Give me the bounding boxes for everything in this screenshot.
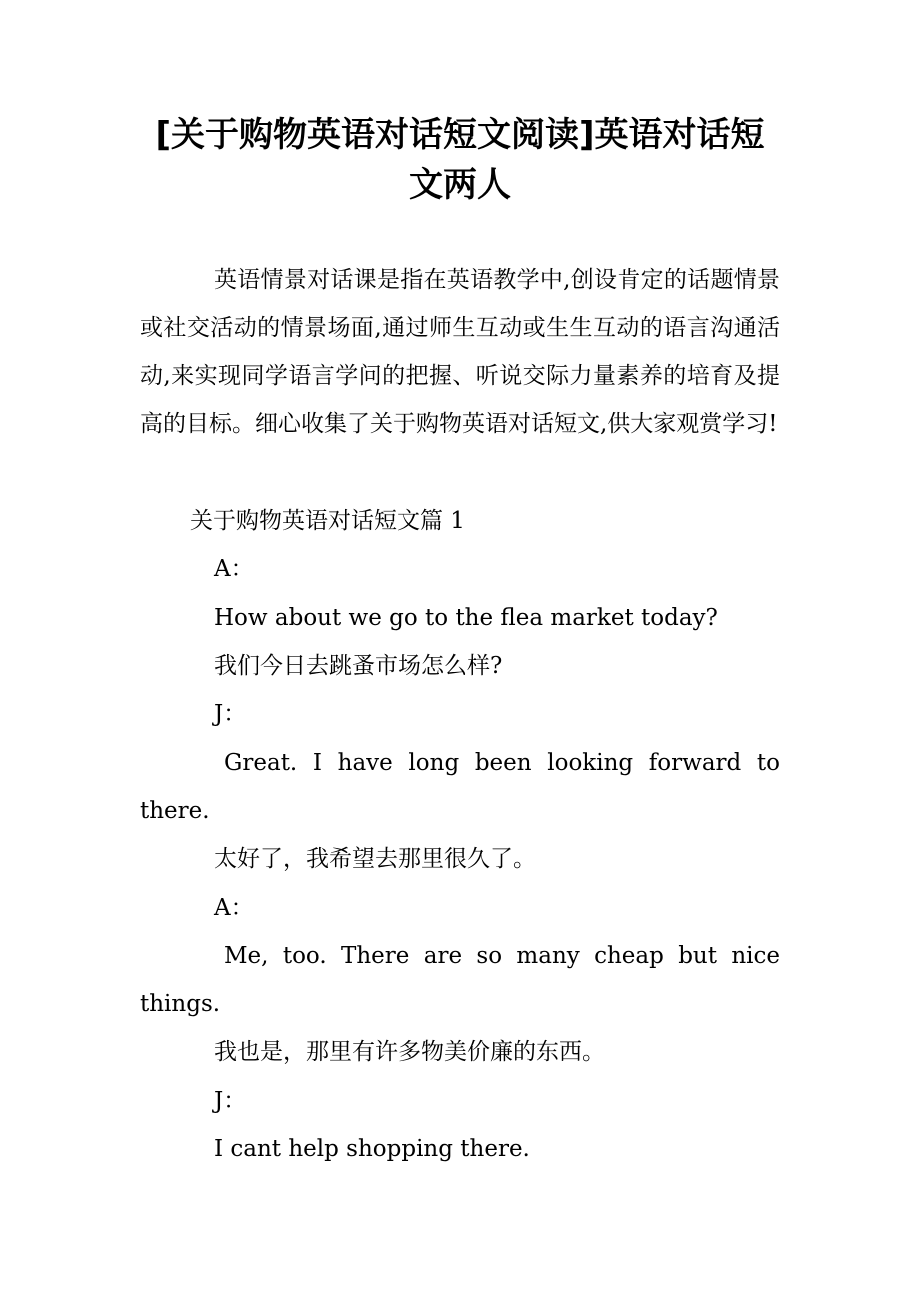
section-heading: 关于购物英语对话短文篇 1 [190, 508, 465, 534]
document-title: [关于购物英语对话短文阅读]英语对话短文两人 [155, 115, 765, 205]
dialogue-english: Me, too. There are so many cheap but nice things. [140, 943, 780, 1017]
dialogue-english: How about we go to the flea market today? [214, 605, 718, 631]
dialogue-chinese: 太好了，我希望去那里很久了。 [214, 846, 536, 872]
speaker-label: J： [214, 1088, 247, 1114]
speaker-label: A： [214, 895, 254, 921]
dialogue-chinese: 我们今日去跳蚤市场怎么样? [214, 653, 503, 679]
speaker-label: A： [214, 556, 254, 582]
intro-paragraph: 英语情景对话课是指在英语教学中,创设肯定的话题情景或社交活动的情景场面,通过师生互动或生生互动的语言沟通活动,来实现同学语言学问的把握、听说交际力量素养的培育及提高的目标。细心收集了关于购物英语对话短文,供大家观赏学习! [140, 267, 780, 437]
speaker-label: J： [214, 701, 247, 727]
dialogue-english: I cant help shopping there. [214, 1136, 530, 1162]
dialogue-chinese: 我也是，那里有许多物美价廉的东西。 [214, 1039, 605, 1065]
dialogue-english: Great. I have long been looking forward to there. [140, 750, 780, 824]
